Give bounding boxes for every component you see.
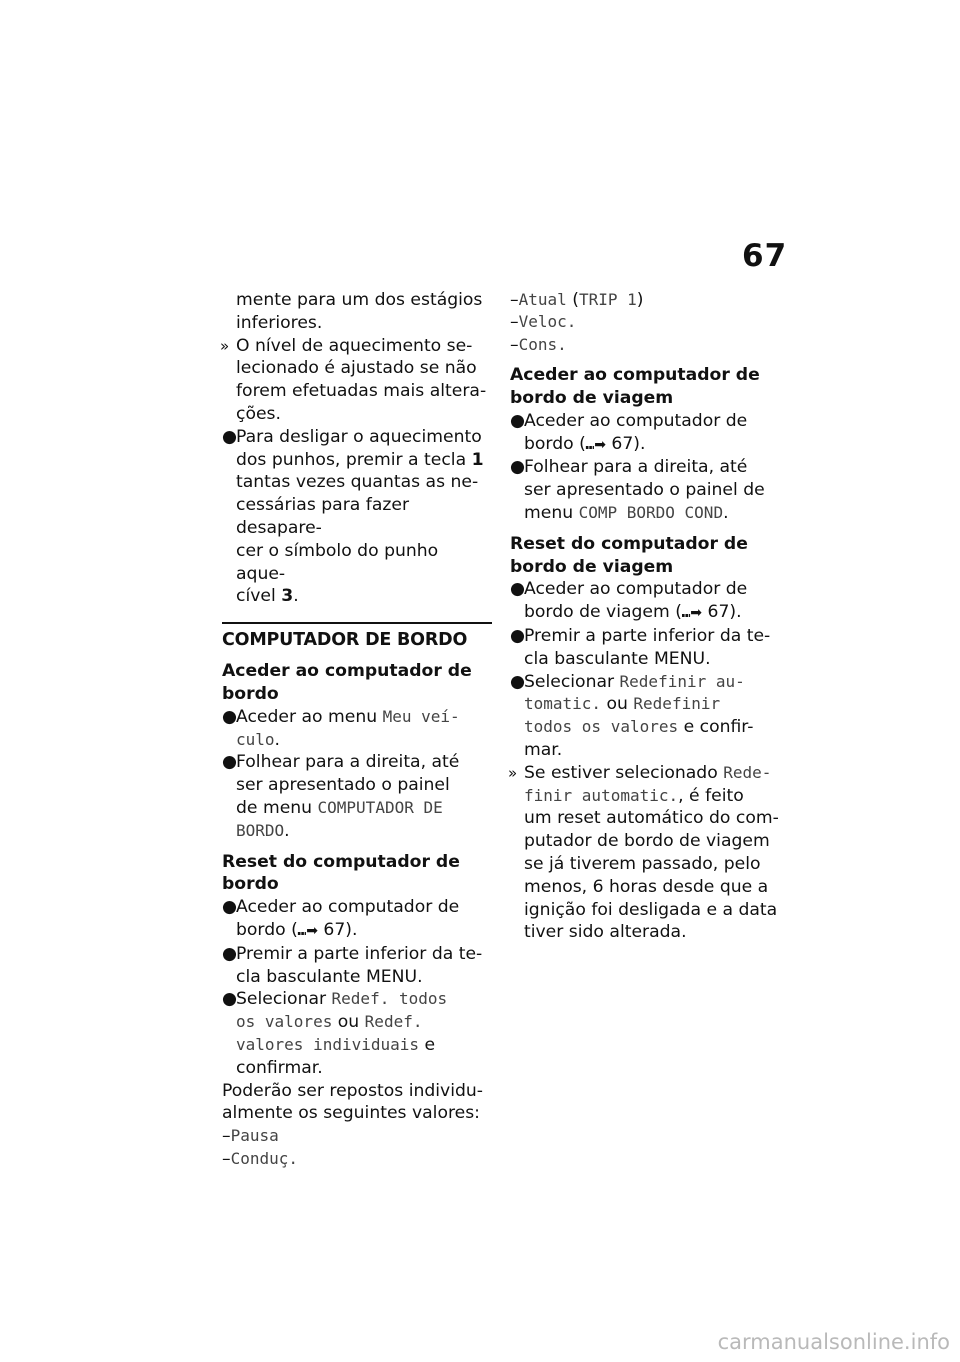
bullet-icon: ● xyxy=(510,625,525,646)
bullet-item-access-trip-computer: ● Aceder ao computador de bordo de viagem (⑉➡ 67). xyxy=(510,579,748,623)
paragraph-reset-values: Poderão ser repostos individu- almente os seguintes valores: xyxy=(222,1080,484,1124)
bullet-item-press-menu: ● Premir a parte inferior da te- cla basculante MENU. xyxy=(510,625,771,669)
menu-panel-name: COMPUTADOR DE xyxy=(317,797,443,817)
right-column xyxy=(510,289,780,944)
bullet-item-scroll-right: ● Folhear para a direita, até ser apresentado o painel de menu COMPUTADOR DE BORDO. xyxy=(222,752,460,841)
bullet-icon: ● xyxy=(222,943,237,964)
watermark-footer: carmanualsonline.info xyxy=(717,1330,950,1354)
bullet-item-switch-off-heating: ● Para desligar o aquecimento dos punhos, premir a tecla 1 tantas vezes quantas as ne- cessárias para fazer desapare- cer o símbolo do punho aque- cível 3. xyxy=(222,426,484,607)
heading-reset-onboard-computer: Reset do computador de bordo xyxy=(222,851,460,895)
result-item-auto-reset: » Se estiver selecionado Rede- finir automatic., é feito um reset automático do com- putador de bordo de viagem se já tiverem passado, pelo menos, 6 horas desde que a ignição foi desligada e a data tiver sido alterada. xyxy=(508,762,779,943)
result-arrow-icon: » xyxy=(220,336,230,355)
left-column xyxy=(222,289,492,1170)
heading-reset-trip-computer: Reset do computador de bordo de viagem xyxy=(510,533,748,577)
result-item-heating-level: » O nível de aquecimento se- lecionado é ajustado se não forem efetuadas mais altera- ções. xyxy=(220,335,487,424)
bullet-item-press-menu: ● Premir a parte inferior da te- cla basculante MENU. xyxy=(222,943,483,987)
page-reference-arrow-icon: ⑉➡ xyxy=(681,605,703,622)
heading-access-onboard-computer: Aceder ao computador de bordo xyxy=(222,661,472,704)
paragraph-continuation: mente para um dos estágios inferiores. xyxy=(236,290,483,333)
bullet-icon: ● xyxy=(222,706,237,727)
page-reference-arrow-icon: ⑉➡ xyxy=(585,436,606,453)
menu-name: Meu veí- xyxy=(382,706,460,726)
bullet-item-scroll-right: ● Folhear para a direita, até ser apresentado o painel de menu COMP BORDO COND. xyxy=(510,457,765,523)
dash-item-pausa: –Pausa xyxy=(222,1126,279,1147)
page-number: 67 xyxy=(742,238,788,274)
key-number-1: 1 xyxy=(471,449,484,470)
bullet-icon: ● xyxy=(510,579,525,600)
bullet-icon: ● xyxy=(222,989,237,1010)
result-arrow-icon: » xyxy=(508,763,518,782)
dash-item-veloc: –Veloc. xyxy=(510,312,577,333)
bullet-icon: ● xyxy=(222,897,237,918)
page-reference-arrow-icon: ⑉➡ xyxy=(297,922,318,939)
bullet-item-access-computer: ● Aceder ao computador de bordo (⑉➡ 67). xyxy=(222,897,460,940)
dash-item-conduc: –Conduç. xyxy=(222,1148,299,1169)
dash-item-cons: –Cons. xyxy=(510,334,567,355)
heading-access-trip-computer: Aceder ao computador de bordo de viagem xyxy=(510,365,760,409)
bullet-icon: ● xyxy=(510,410,525,431)
bullet-icon: ● xyxy=(222,752,237,773)
section-title: COMPUTADOR DE BORDO xyxy=(222,622,492,652)
menu-panel-name: COMP BORDO COND xyxy=(578,503,724,522)
bullet-icon: ● xyxy=(510,671,525,692)
bullet-item-select-reset: ● Selecionar Redefinir au- tomatic. ou Redefinir todos os valores e confir- mar. xyxy=(510,671,754,760)
bullet-icon: ● xyxy=(222,426,237,447)
bullet-icon: ● xyxy=(510,457,525,478)
bullet-item-select-reset: ● Selecionar Redef. todos os valores ou Redef. valores individuais e confirmar. xyxy=(222,989,448,1078)
symbol-number-3: 3 xyxy=(281,586,294,607)
bullet-item-access-menu: ● Aceder ao menu Meu veí- culo. xyxy=(222,706,460,750)
dash-item-atual: –Atual (TRIP 1) xyxy=(510,290,644,310)
bullet-item-access-computer: ● Aceder ao computador de bordo (⑉➡ 67). xyxy=(510,410,748,454)
